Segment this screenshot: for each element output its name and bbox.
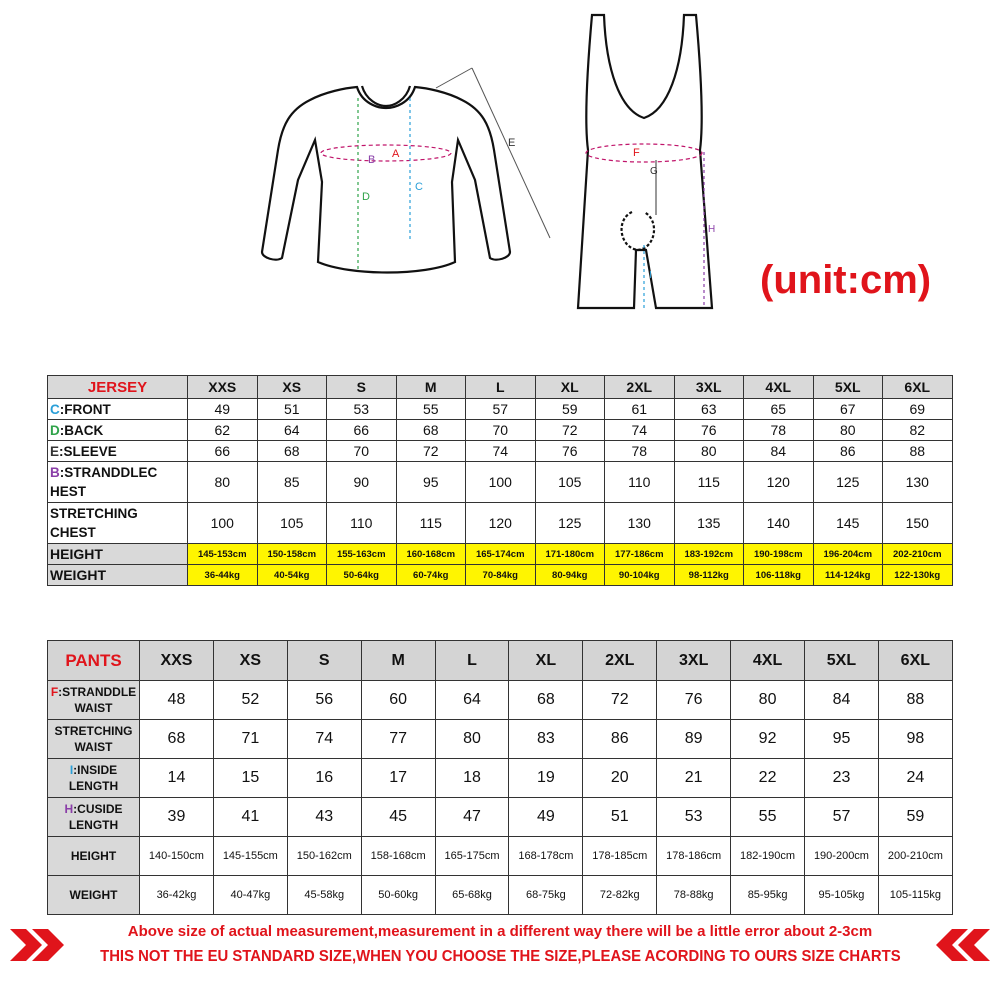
table-cell: 190-198cm [744, 544, 814, 565]
table-cell: 150-162cm [287, 837, 361, 876]
row-label [48, 681, 140, 720]
size-header: 4XL [744, 376, 814, 399]
label-G: G [650, 166, 658, 177]
row-label-letter: E [50, 443, 60, 459]
size-header: L [435, 641, 509, 681]
row-label-letter: B [50, 465, 60, 480]
size-header: 2XL [605, 376, 675, 399]
table-cell: 39 [140, 798, 214, 837]
label-H: H [708, 224, 716, 235]
table-cell: 69 [883, 399, 953, 420]
row-label-text: STRETCHING WAIST [54, 724, 133, 754]
size-header: S [327, 376, 397, 399]
table-cell: 86 [813, 441, 883, 462]
table-cell: 53 [327, 399, 397, 420]
jersey-body [48, 399, 953, 586]
label-B: B [368, 154, 376, 166]
row-label-text: WEIGHT [50, 566, 106, 583]
row-label-text: WEIGHT [69, 888, 118, 902]
row-label-letter: D [50, 422, 60, 438]
label-I: I [649, 270, 652, 281]
size-header: 4XL [731, 641, 805, 681]
row-label [48, 420, 188, 441]
table-cell: 114-124kg [813, 565, 883, 586]
row-label-text: HEIGHT [70, 849, 117, 863]
row-label-text: :SLEEVE [59, 443, 117, 459]
table-cell: 51 [257, 399, 327, 420]
table-cell: 85 [257, 462, 327, 503]
measurement-note: Above size of actual measurement,measurement in a different way there will be a little error about 2-3cm [127, 923, 873, 940]
right-arrows-icon [932, 925, 992, 965]
table-cell: 36-42kg [140, 876, 214, 915]
table-cell: 65-68kg [435, 876, 509, 915]
bib-measure-lines [586, 144, 704, 308]
pants-row [48, 720, 953, 759]
table-cell: 74 [287, 720, 361, 759]
size-header: XXS [188, 376, 258, 399]
table-cell: 60-74kg [396, 565, 466, 586]
table-cell: 45-58kg [287, 876, 361, 915]
table-cell: 80 [435, 720, 509, 759]
table-cell: 20 [583, 759, 657, 798]
jersey-row [48, 441, 953, 462]
table-cell: 22 [731, 759, 805, 798]
table-cell: 74 [466, 441, 536, 462]
table-cell: 70 [466, 420, 536, 441]
table-cell: 98 [878, 720, 952, 759]
jersey-size-table [47, 375, 953, 586]
table-cell: 130 [883, 462, 953, 503]
table-cell: 86 [583, 720, 657, 759]
table-cell: 56 [287, 681, 361, 720]
table-cell: 155-163cm [327, 544, 397, 565]
table-cell: 125 [535, 503, 605, 544]
jersey-row [48, 565, 953, 586]
table-cell: 88 [883, 441, 953, 462]
table-cell: 24 [878, 759, 952, 798]
table-cell: 77 [361, 720, 435, 759]
size-header: XL [535, 376, 605, 399]
table-cell: 76 [657, 681, 731, 720]
table-cell: 45 [361, 798, 435, 837]
table-cell: 84 [744, 441, 814, 462]
table-cell: 140 [744, 503, 814, 544]
table-cell: 72 [535, 420, 605, 441]
row-label-text: :INSIDE LENGTH [68, 763, 119, 793]
table-cell: 190-200cm [805, 837, 879, 876]
table-cell: 62 [188, 420, 258, 441]
row-label-text: :BACK [59, 422, 104, 438]
row-label-letter: I [69, 763, 74, 777]
table-cell: 110 [327, 503, 397, 544]
table-cell: 64 [435, 681, 509, 720]
table-cell: 80 [674, 441, 744, 462]
table-cell: 21 [657, 759, 731, 798]
row-label-letter: C [50, 401, 60, 417]
table-cell: 95 [805, 720, 879, 759]
pants-row [48, 837, 953, 876]
jersey-row [48, 420, 953, 441]
pants-row [48, 876, 953, 915]
table-cell: 85-95kg [731, 876, 805, 915]
table-cell: 53 [657, 798, 731, 837]
table-cell: 14 [140, 759, 214, 798]
size-header: 6XL [878, 641, 952, 681]
table-cell: 178-185cm [583, 837, 657, 876]
size-header: 3XL [657, 641, 731, 681]
table-cell: 115 [674, 462, 744, 503]
table-cell: 49 [188, 399, 258, 420]
row-label-text: HEIGHT [50, 545, 103, 562]
pants-body [48, 681, 953, 915]
table-cell: 158-168cm [361, 837, 435, 876]
unit-label: (unit:cm) [760, 258, 932, 302]
size-header: 2XL [583, 641, 657, 681]
pants-row [48, 759, 953, 798]
table-cell: 145 [813, 503, 883, 544]
table-cell: 95-105kg [805, 876, 879, 915]
jersey-row [48, 399, 953, 420]
table-cell: 122-130kg [883, 565, 953, 586]
size-header: 6XL [883, 376, 953, 399]
table-cell: 80-94kg [535, 565, 605, 586]
table-cell: 165-175cm [435, 837, 509, 876]
table-cell: 78 [605, 441, 675, 462]
table-cell: 100 [188, 503, 258, 544]
table-cell: 125 [813, 462, 883, 503]
row-label-letter: H [64, 802, 74, 816]
row-label [48, 837, 140, 876]
table-cell: 68-75kg [509, 876, 583, 915]
pants-header-label: PANTS [48, 641, 140, 681]
jersey-header-label: JERSEY [48, 376, 188, 399]
table-cell: 43 [287, 798, 361, 837]
table-cell: 90 [327, 462, 397, 503]
row-label [48, 565, 188, 586]
table-cell: 196-204cm [813, 544, 883, 565]
table-cell: 64 [257, 420, 327, 441]
table-cell: 47 [435, 798, 509, 837]
label-A: A [392, 148, 400, 160]
table-cell: 19 [509, 759, 583, 798]
table-cell: 61 [605, 399, 675, 420]
row-label [48, 798, 140, 837]
table-cell: 80 [813, 420, 883, 441]
table-cell: 105 [535, 462, 605, 503]
table-cell: 120 [466, 503, 536, 544]
table-cell: 171-180cm [535, 544, 605, 565]
row-label [48, 876, 140, 915]
table-cell: 57 [805, 798, 879, 837]
table-cell: 140-150cm [140, 837, 214, 876]
table-cell: 110 [605, 462, 675, 503]
jersey-row [48, 503, 953, 544]
table-cell: 105 [257, 503, 327, 544]
table-cell: 66 [327, 420, 397, 441]
table-cell: 68 [396, 420, 466, 441]
table-cell: 76 [674, 420, 744, 441]
row-label [48, 759, 140, 798]
table-cell: 88 [878, 681, 952, 720]
table-cell: 51 [583, 798, 657, 837]
table-cell: 70-84kg [466, 565, 536, 586]
table-cell: 65 [744, 399, 814, 420]
row-label [48, 544, 188, 565]
row-label [48, 462, 188, 503]
table-cell: 115 [396, 503, 466, 544]
table-cell: 165-174cm [466, 544, 536, 565]
table-cell: 74 [605, 420, 675, 441]
table-cell: 120 [744, 462, 814, 503]
table-cell: 145-153cm [188, 544, 258, 565]
row-label [48, 720, 140, 759]
table-cell: 72 [396, 441, 466, 462]
table-cell: 55 [396, 399, 466, 420]
label-F: F [633, 147, 640, 159]
jersey-diagram [262, 86, 510, 273]
table-cell: 200-210cm [878, 837, 952, 876]
pants-row [48, 681, 953, 720]
table-cell: 82 [883, 420, 953, 441]
table-cell: 40-47kg [213, 876, 287, 915]
size-header: M [396, 376, 466, 399]
table-cell: 68 [257, 441, 327, 462]
table-cell: 68 [509, 681, 583, 720]
table-cell: 66 [188, 441, 258, 462]
table-cell: 18 [435, 759, 509, 798]
table-cell: 105-115kg [878, 876, 952, 915]
label-C: C [415, 181, 423, 193]
table-cell: 160-168cm [396, 544, 466, 565]
table-cell: 83 [509, 720, 583, 759]
table-cell: 106-118kg [744, 565, 814, 586]
table-cell: 150 [883, 503, 953, 544]
jersey-row [48, 462, 953, 503]
table-cell: 145-155cm [213, 837, 287, 876]
table-cell: 40-54kg [257, 565, 327, 586]
row-label [48, 503, 188, 544]
size-header: 3XL [674, 376, 744, 399]
table-cell: 95 [396, 462, 466, 503]
table-cell: 15 [213, 759, 287, 798]
table-cell: 41 [213, 798, 287, 837]
table-cell: 90-104kg [605, 565, 675, 586]
table-cell: 130 [605, 503, 675, 544]
row-label-text: :STRANDDLEC HEST [50, 465, 158, 499]
row-label-text: :FRONT [59, 401, 111, 417]
table-cell: 80 [188, 462, 258, 503]
table-cell: 63 [674, 399, 744, 420]
table-cell: 100 [466, 462, 536, 503]
left-arrows-icon [8, 925, 68, 965]
size-standard-note: THIS NOT THE EU STANDARD SIZE,WHEN YOU CHOOSE THE SIZE,PLEASE ACORDING TO OURS SIZE CHARTS [100, 948, 901, 965]
table-cell: 76 [535, 441, 605, 462]
table-cell: 89 [657, 720, 731, 759]
pants-row [48, 798, 953, 837]
table-cell: 72 [583, 681, 657, 720]
table-cell: 59 [535, 399, 605, 420]
table-cell: 49 [509, 798, 583, 837]
size-header: XXS [140, 641, 214, 681]
table-cell: 80 [731, 681, 805, 720]
table-cell: 60 [361, 681, 435, 720]
table-cell: 36-44kg [188, 565, 258, 586]
table-cell: 72-82kg [583, 876, 657, 915]
table-cell: 150-158cm [257, 544, 327, 565]
label-D: D [362, 191, 370, 203]
table-cell: 168-178cm [509, 837, 583, 876]
size-header: 5XL [805, 641, 879, 681]
row-label [48, 441, 188, 462]
table-cell: 50-64kg [327, 565, 397, 586]
size-header: XS [257, 376, 327, 399]
table-cell: 202-210cm [883, 544, 953, 565]
row-label-letter: F [50, 685, 59, 699]
size-header: S [287, 641, 361, 681]
table-cell: 50-60kg [361, 876, 435, 915]
table-cell: 135 [674, 503, 744, 544]
table-cell: 84 [805, 681, 879, 720]
table-cell: 78 [744, 420, 814, 441]
table-cell: 48 [140, 681, 214, 720]
row-label [48, 399, 188, 420]
table-cell: 78-88kg [657, 876, 731, 915]
size-header: M [361, 641, 435, 681]
table-cell: 177-186cm [605, 544, 675, 565]
table-cell: 71 [213, 720, 287, 759]
table-cell: 17 [361, 759, 435, 798]
row-label-text: :STRANDDLE WAIST [58, 685, 137, 715]
size-header: XS [213, 641, 287, 681]
size-header: L [466, 376, 536, 399]
row-label-text: :CUSIDE LENGTH [68, 802, 123, 832]
jersey-measure-lines [321, 68, 550, 270]
table-cell: 98-112kg [674, 565, 744, 586]
table-cell: 67 [813, 399, 883, 420]
label-E: E [508, 137, 516, 149]
pants-header-row [48, 641, 953, 681]
jersey-row [48, 544, 953, 565]
table-cell: 178-186cm [657, 837, 731, 876]
table-cell: 183-192cm [674, 544, 744, 565]
size-header: XL [509, 641, 583, 681]
table-cell: 55 [731, 798, 805, 837]
table-cell: 16 [287, 759, 361, 798]
table-cell: 182-190cm [731, 837, 805, 876]
jersey-header-row [48, 376, 953, 399]
table-cell: 52 [213, 681, 287, 720]
table-cell: 23 [805, 759, 879, 798]
table-cell: 68 [140, 720, 214, 759]
pants-size-table [47, 640, 953, 915]
size-header: 5XL [813, 376, 883, 399]
table-cell: 57 [466, 399, 536, 420]
table-cell: 92 [731, 720, 805, 759]
table-cell: 70 [327, 441, 397, 462]
row-label-text: STRETCHING CHEST [50, 506, 138, 540]
table-cell: 59 [878, 798, 952, 837]
